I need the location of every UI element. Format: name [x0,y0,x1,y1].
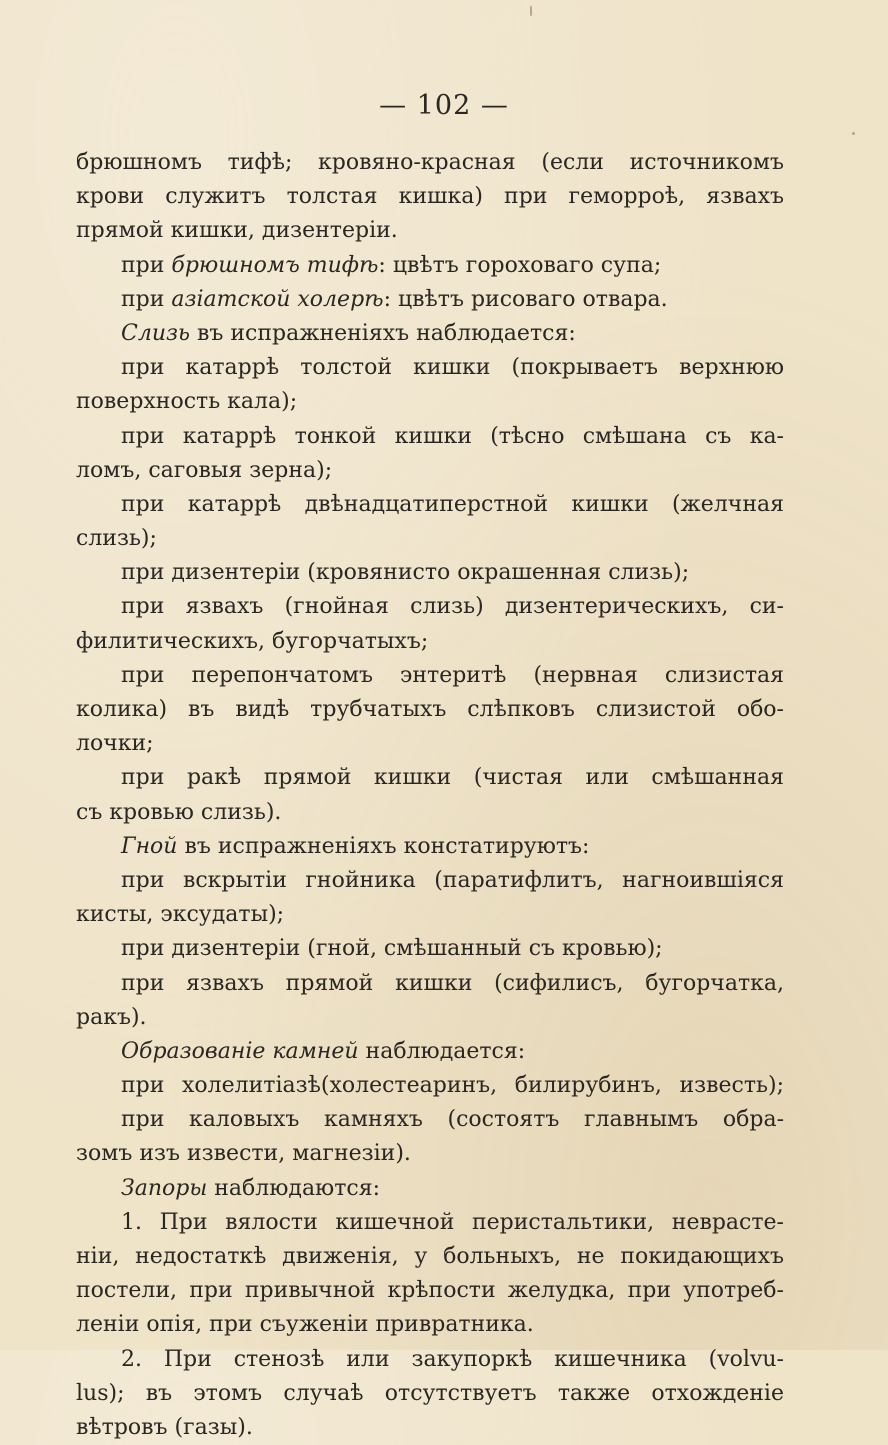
text-line [76,1035,784,1069]
text-line [76,1274,784,1308]
text-run: при язвахъ прямой кишки (сифилисъ, бугорчатка, [121,970,784,996]
text-run: въ испражненіяхъ констатируютъ: [177,833,590,859]
text-run: наблюдается: [358,1038,526,1064]
text-line [76,1411,784,1445]
text-line [76,1308,784,1342]
text-line [76,1001,784,1035]
text-run: леніи опія, при съуженіи привратника. [76,1312,534,1338]
text-run: при катаррѣ тонкой кишки (тѣсно смѣшана съ ка- [121,423,784,449]
text-line [76,727,784,761]
text-run: при [121,286,172,312]
text-line [76,283,784,317]
text-run: поверхность кала); [76,389,298,415]
paper-speck [852,132,855,135]
text-run: колика) въ видѣ трубчатыхъ слѣпковъ слизистой обо- [76,697,784,722]
text-run: крови служитъ толстая кишка) при геморроѣ, язвахъ [76,184,784,210]
text-line [76,761,784,795]
text-run: филитическихъ, бугорчатыхъ; [76,628,429,654]
text-run: ракъ). [76,1004,147,1030]
text-run: при катаррѣ двѣнадцатиперстной кишки (желчная [121,491,784,517]
italic-term: брюшномъ тифѣ [171,252,379,278]
text-line [76,249,784,283]
text-line [76,967,784,1001]
text-run: при дизентеріи (гной, смѣшанный съ кровью); [121,936,663,962]
text-line [76,693,784,727]
text-run: при холелитіазѣ(холестеаринъ, билирубинъ, известь); [121,1073,784,1099]
text-run: при катаррѣ толстой кишки (покрываетъ верхнюю [121,355,784,381]
text-line [76,1069,784,1103]
italic-term: Запоры [121,1175,208,1201]
text-line [76,146,784,180]
text-line [76,1377,784,1411]
text-line [76,454,784,488]
text-line [76,522,784,556]
text-run: лочки; [76,731,154,757]
text-run: при дизентеріи (кровянисто окрашенная слизь); [121,560,690,586]
text-line [76,214,784,248]
text-run: слизь); [76,526,157,552]
text-run: при ракѣ прямой кишки (чистая или смѣшанная [121,765,784,791]
text-line [76,1343,784,1377]
text-line [76,1240,784,1274]
text-run: вѣтровъ (газы). [76,1414,253,1440]
text-line [76,659,784,693]
text-line [76,1206,784,1240]
text-line [76,590,784,624]
text-line [76,1172,784,1206]
text-line [76,180,784,214]
text-run: кисты, эксудаты); [76,902,285,928]
text-line [76,898,784,932]
text-line [76,1137,784,1171]
text-run: при перепончатомъ энтеритѣ (нервная слизистая [121,662,784,688]
text-run: зомъ изъ извести, магнезіи). [76,1141,411,1167]
text-run: наблюдаются: [207,1175,380,1201]
text-run: ніи, недостаткѣ движенія, у больныхъ, не покидающихъ [76,1244,784,1269]
text-line [76,420,784,454]
italic-term: Образованіе камней [121,1038,359,1064]
text-line [76,556,784,590]
text-line [76,625,784,659]
text-run: при вскрытіи гнойника (паратифлитъ, нагноившіяся [121,867,784,893]
text-run: въ испражненіяхъ наблюдается: [190,320,576,346]
text-line [76,932,784,966]
text-run: 1. При вялости кишечной перистальтики, неврасте- [121,1209,784,1235]
italic-term: Слизь [121,320,190,346]
text-run: : цвѣтъ гороховаго супа; [378,252,662,278]
text-run: брюшномъ тифѣ; кровяно-красная (если источникомъ [76,150,784,175]
paper-speck [530,6,532,16]
italic-term: азіатской холерѣ [171,286,384,312]
text-line [76,830,784,864]
text-run: постели, при привычной крѣпости желудка, при употреб- [76,1278,784,1304]
text-run: : цвѣтъ рисоваго отвара. [383,286,668,312]
body-text [76,146,784,1445]
italic-term: Гной [121,833,178,859]
text-run: ломъ, саговыя зерна); [76,457,333,483]
text-line [76,488,784,522]
text-run: съ кровью слизь). [76,799,282,825]
text-line [76,385,784,419]
page-number: — 102 — [379,90,509,121]
text-line [76,864,784,898]
text-run: при язвахъ (гнойная слизь) дизентерическихъ, си- [121,594,784,620]
text-run: 2. При стенозѣ или закупоркѣ кишечника (volvu- [121,1346,784,1372]
text-run: при каловыхъ камняхъ (состоятъ главнымъ обра- [121,1107,784,1133]
text-run: lus); въ этомъ случаѣ отсутствуетъ также отхожденіе [76,1380,784,1406]
text-run: при [121,252,172,278]
text-line [76,317,784,351]
text-line [76,796,784,830]
text-line [76,1103,784,1137]
text-line [76,351,784,385]
text-run: прямой кишки, дизентеріи. [76,218,398,244]
